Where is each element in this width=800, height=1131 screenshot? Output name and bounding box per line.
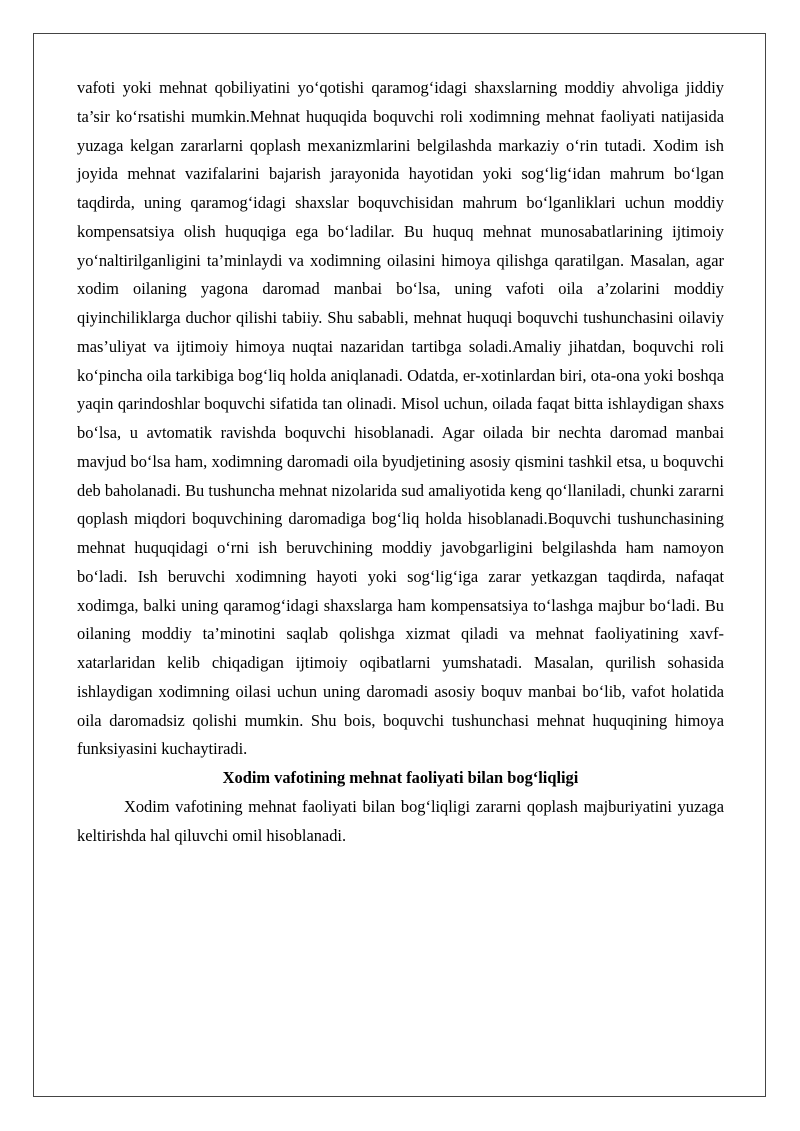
body-paragraph-1: vafoti yoki mehnat qobiliyatini yo‘qotishi qaramog‘idagi shaxslarning moddiy ahvoliga jiddiy ta’sir ko‘rsatishi mumkin.Mehnat huquqida boquvchi roli xodimning mehnat faoliyati natijasida yuzaga kelgan zararlarni qoplash mexanizmlarini belgilashda markaziy o‘rin tutadi. Xodim ish joyida mehnat vazifalarini bajarish jarayonida hayotidan yoki sog‘lig‘idan mahrum bo‘lgan taqdirda, uning qaramog‘idagi shaxslar boquvchisidan mahrum bo‘lganliklari uchun moddiy kompensatsiya olish huquqiga ega bo‘ladilar. Bu huquq mehnat munosabatlarining ijtimoiy yo‘naltirilganligini ta’minlaydi va xodimning oilasini himoya qilishga qaratilgan. Masalan, agar xodim oilaning yagona daromad manbai bo‘lsa, uning vafoti oila a’zolarini moddiy qiyinchiliklarga duchor qilishi tabiiy. Shu sababli, mehnat huquqi boquvchi tushunchasini oilaviy mas’uliyat va ijtimoiy himoya nuqtai nazaridan tartibga soladi.Amaliy jihatdan, boquvchi roli ko‘pincha oila tarkibiga bog‘liq holda aniqlanadi. Odatda, er-xotinlardan biri, ota-ona yoki boshqa yaqin qarindoshlar boquvchi sifatida tan olinadi. Misol uchun, oilada faqat bitta ishlaydigan shaxs bo‘lsa, u avtomatik ravishda boquvchi hisoblanadi. Agar oilada bir nechta daromad manbai mavjud bo‘lsa ham, xodimning daromadi oila byudjetining asosiy qismini tashkil etsa, u boquvchi deb baholanadi. Bu tushuncha mehnat nizolarida sud amaliyotida keng qo‘llaniladi, chunki zararni qoplash miqdori boquvchining daromadiga bog‘liq holda hisoblanadi.Boquvchi tushunchasining mehnat huquqidagi o‘rni ish beruvchining moddiy javobgarligini belgilashda ham namoyon bo‘ladi. Ish beruvchi xodimning hayoti yoki sog‘lig‘iga zarar yetkazgan taqdirda, nafaqat xodimga, balki uning qaramog‘idagi shaxslarga ham kompensatsiya to‘lashga majbur bo‘ladi. Bu oilaning moddiy ta’minotini saqlab qolishga xizmat qiladi va mehnat faoliyatining xavf-xatarlaridan kelib chiqadigan ijtimoiy oqibatlarni yumshatadi. Masalan, qurilish sohasida ishlaydigan xodimning oilasi uchun uning daromadi asosiy boquv manbai bo‘lib, vafot holatida oila daromadsiz qolishi mumkin. Shu bois, boquvchi tushunchasi mehnat huquqining himoya funksiyasini kuchaytiradi. <box>77 78 724 759</box>
document-body <box>77 74 724 850</box>
body-paragraph-2: Xodim vafotining mehnat faoliyati bilan bog‘liqligi zararni qoplash majburiyatini yuzaga keltirishda hal qiluvchi omil hisoblanadi. <box>77 796 724 845</box>
section-heading: Xodim vafotining mehnat faoliyati bilan bog‘liqligi <box>222 768 579 787</box>
